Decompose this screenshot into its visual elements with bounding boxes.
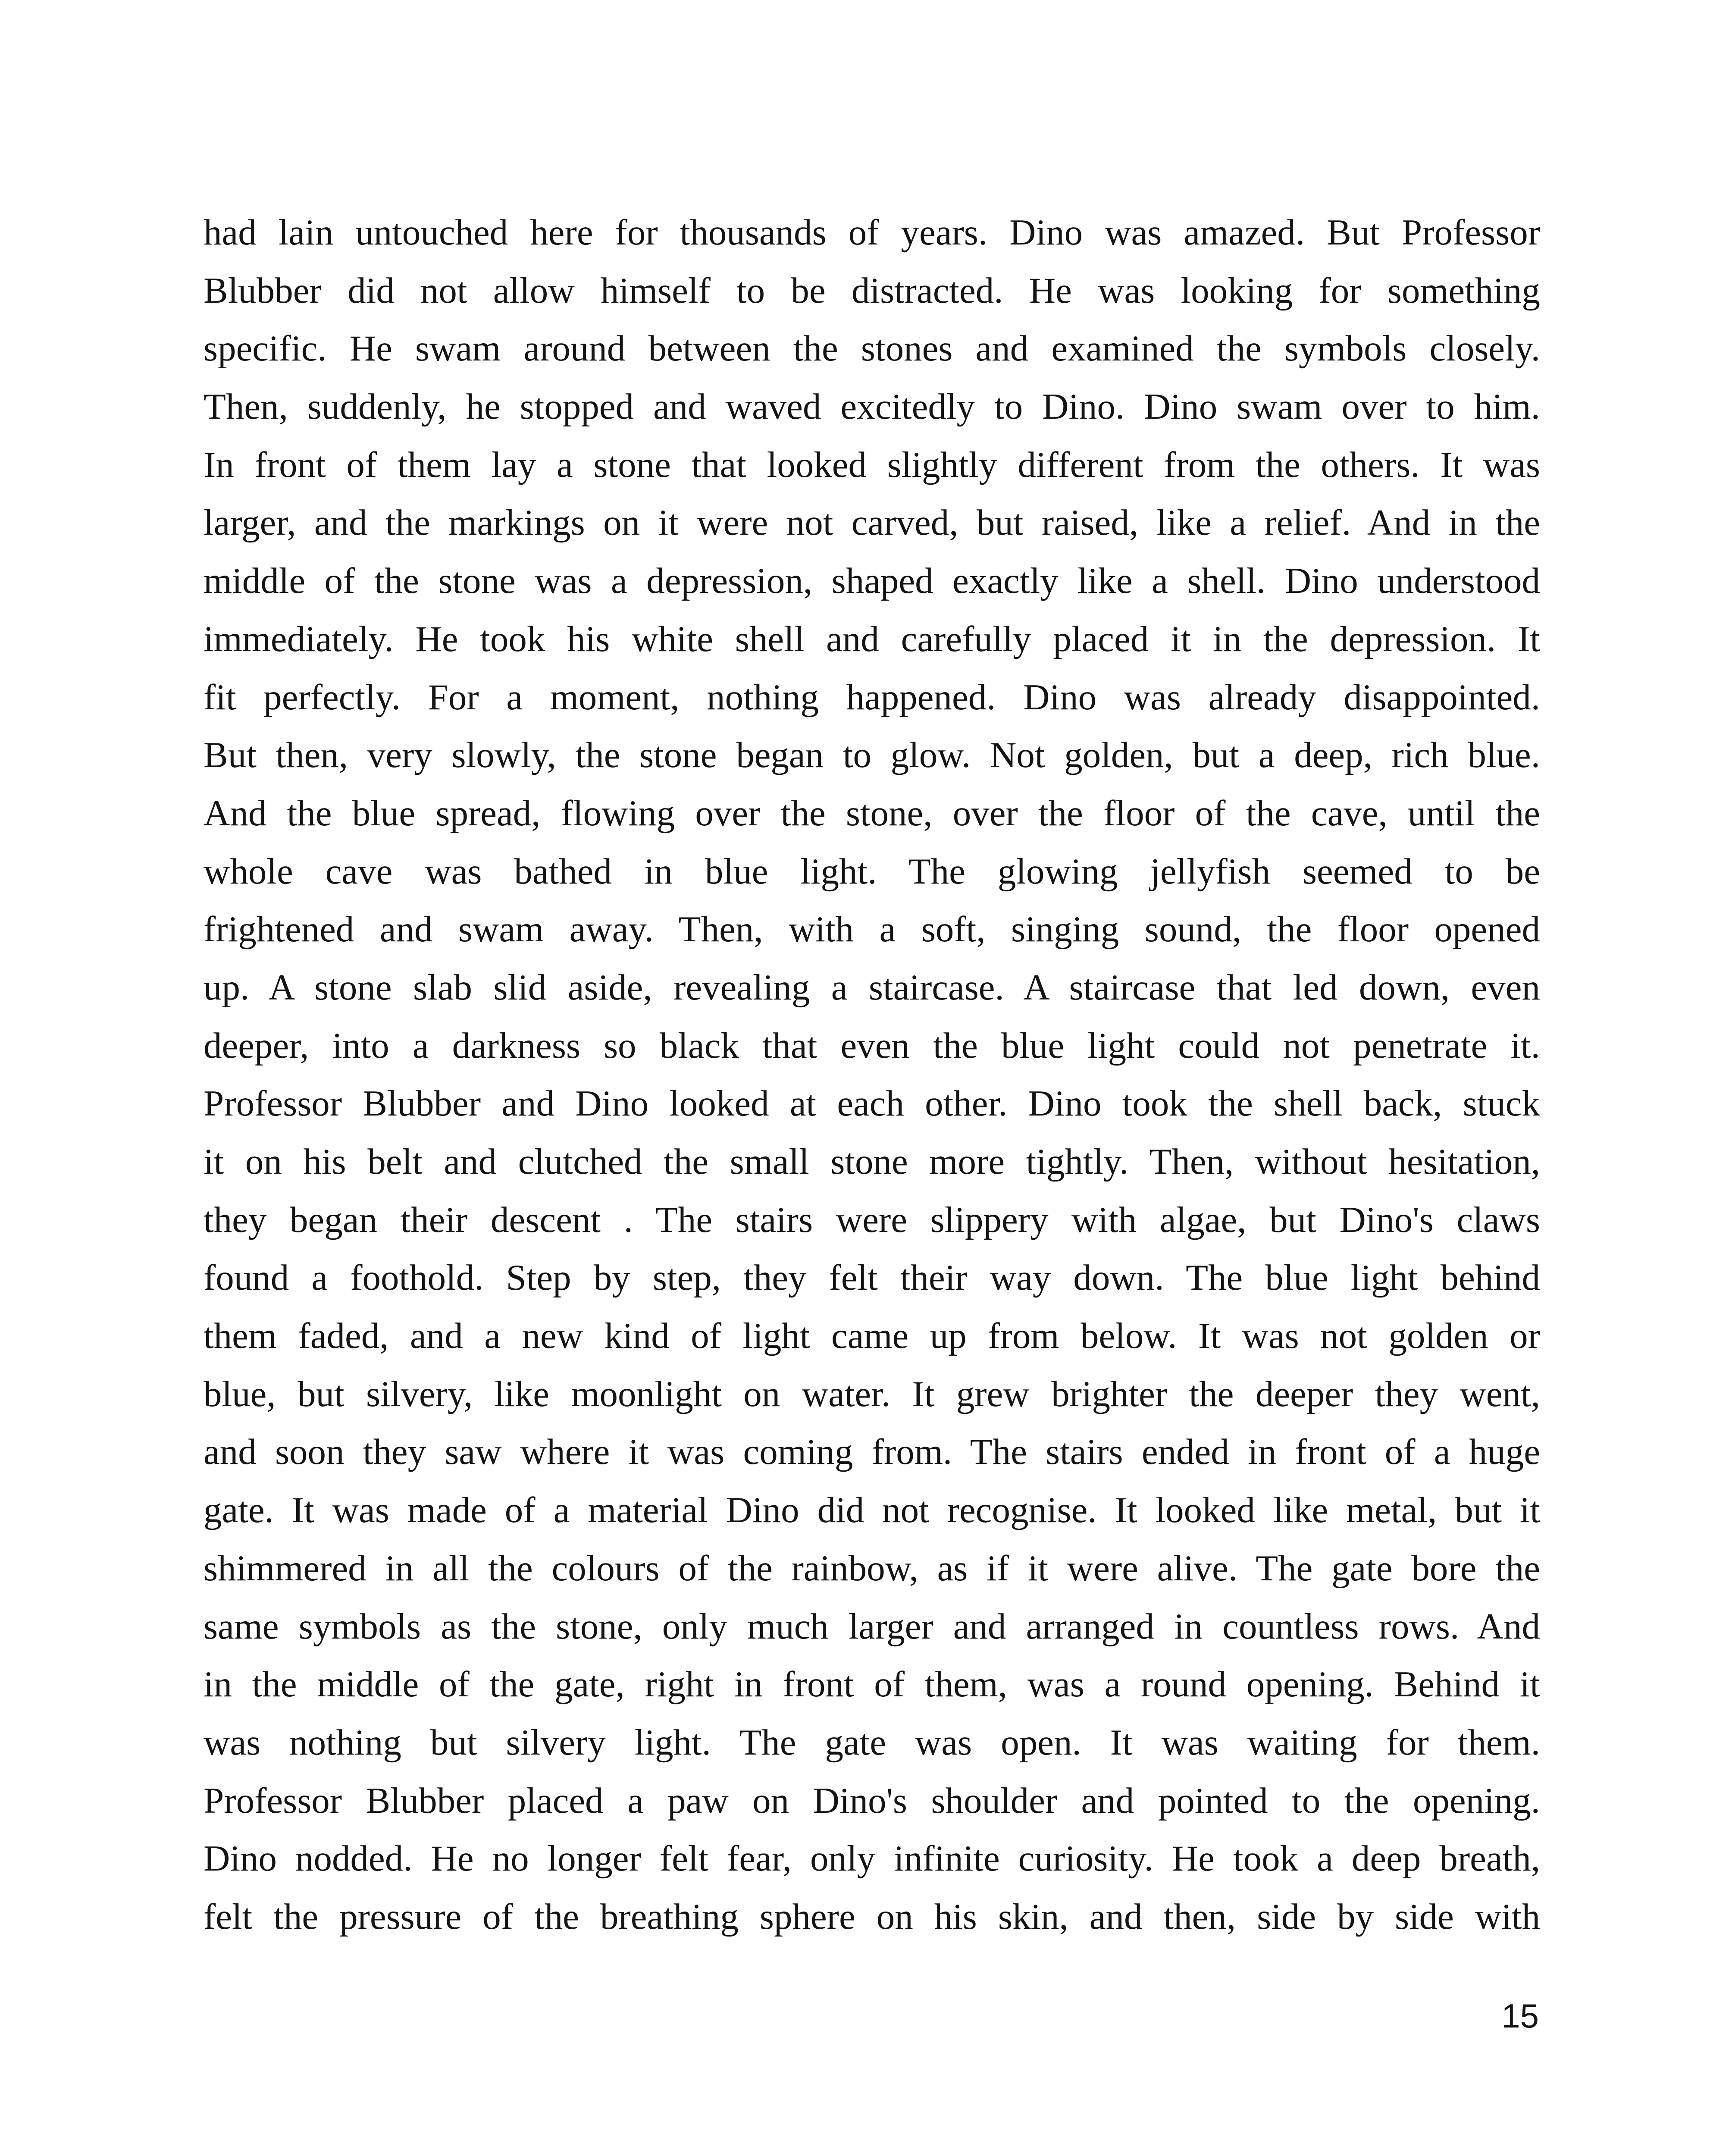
text-line: larger, and the markings on it were not carved, but raised, like a relief. And in the	[204, 502, 1540, 543]
text-line: Blubber did not allow himself to be distracted. He was looking for something	[204, 270, 1540, 311]
text-line: immediately. He took his white shell and carefully placed it in the depression. It	[204, 618, 1540, 659]
text-line: it on his belt and clutched the small stone more tightly. Then, without hesitation,	[204, 1141, 1540, 1182]
text-line: in the middle of the gate, right in front of them, was a round opening. Behind it	[204, 1664, 1540, 1705]
text-line: they began their descent . The stairs were slippery with algae, but Dino's claws	[204, 1199, 1540, 1240]
text-line: frightened and swam away. Then, with a soft, singing sound, the floor opened	[204, 909, 1540, 950]
text-line: In front of them lay a stone that looked slightly different from the others. It was	[204, 444, 1540, 485]
text-line: and soon they saw where it was coming from. The stairs ended in front of a huge	[204, 1432, 1540, 1473]
text-line: whole cave was bathed in blue light. The glowing jellyfish seemed to be	[204, 851, 1540, 892]
text-line: Then, suddenly, he stopped and waved excitedly to Dino. Dino swam over to him.	[204, 386, 1540, 427]
text-line: shimmered in all the colours of the rainbow, as if it were alive. The gate bore the	[204, 1548, 1540, 1589]
text-line: gate. It was made of a material Dino did not recognise. It looked like metal, but it	[204, 1490, 1540, 1531]
text-line: deeper, into a darkness so black that even the blue light could not penetrate it.	[204, 1025, 1540, 1066]
text-line: Dino nodded. He no longer felt fear, only infinite curiosity. He took a deep breath,	[204, 1838, 1540, 1879]
text-line: them faded, and a new kind of light came up from below. It was not golden or	[204, 1316, 1540, 1357]
text-line: had lain untouched here for thousands of years. Dino was amazed. But Professor	[204, 212, 1540, 253]
text-line: found a foothold. Step by step, they felt their way down. The blue light behind	[204, 1257, 1540, 1298]
text-line: blue, but silvery, like moonlight on water. It grew brighter the deeper they went,	[204, 1373, 1540, 1414]
text-line: Professor Blubber and Dino looked at each other. Dino took the shell back, stuck	[204, 1083, 1540, 1124]
text-line: But then, very slowly, the stone began to glow. Not golden, but a deep, rich blue.	[204, 735, 1540, 776]
text-line: Professor Blubber placed a paw on Dino's shoulder and pointed to the opening.	[204, 1780, 1540, 1821]
page-number: 15	[1501, 1997, 1539, 2035]
text-line: up. A stone slab slid aside, revealing a staircase. A staircase that led down, even	[204, 967, 1540, 1008]
text-line: specific. He swam around between the stones and examined the symbols closely.	[204, 328, 1540, 369]
text-line: fit perfectly. For a moment, nothing happened. Dino was already disappointed.	[204, 677, 1540, 718]
text-line: middle of the stone was a depression, shaped exactly like a shell. Dino understood	[204, 561, 1540, 602]
body-text	[204, 204, 1540, 1946]
text-line: same symbols as the stone, only much larger and arranged in countless rows. And	[204, 1606, 1540, 1647]
text-line: felt the pressure of the breathing sphere on his skin, and then, side by side with	[204, 1896, 1540, 1937]
text-line: was nothing but silvery light. The gate was open. It was waiting for them.	[204, 1722, 1540, 1763]
text-line: And the blue spread, flowing over the stone, over the floor of the cave, until the	[204, 793, 1540, 834]
